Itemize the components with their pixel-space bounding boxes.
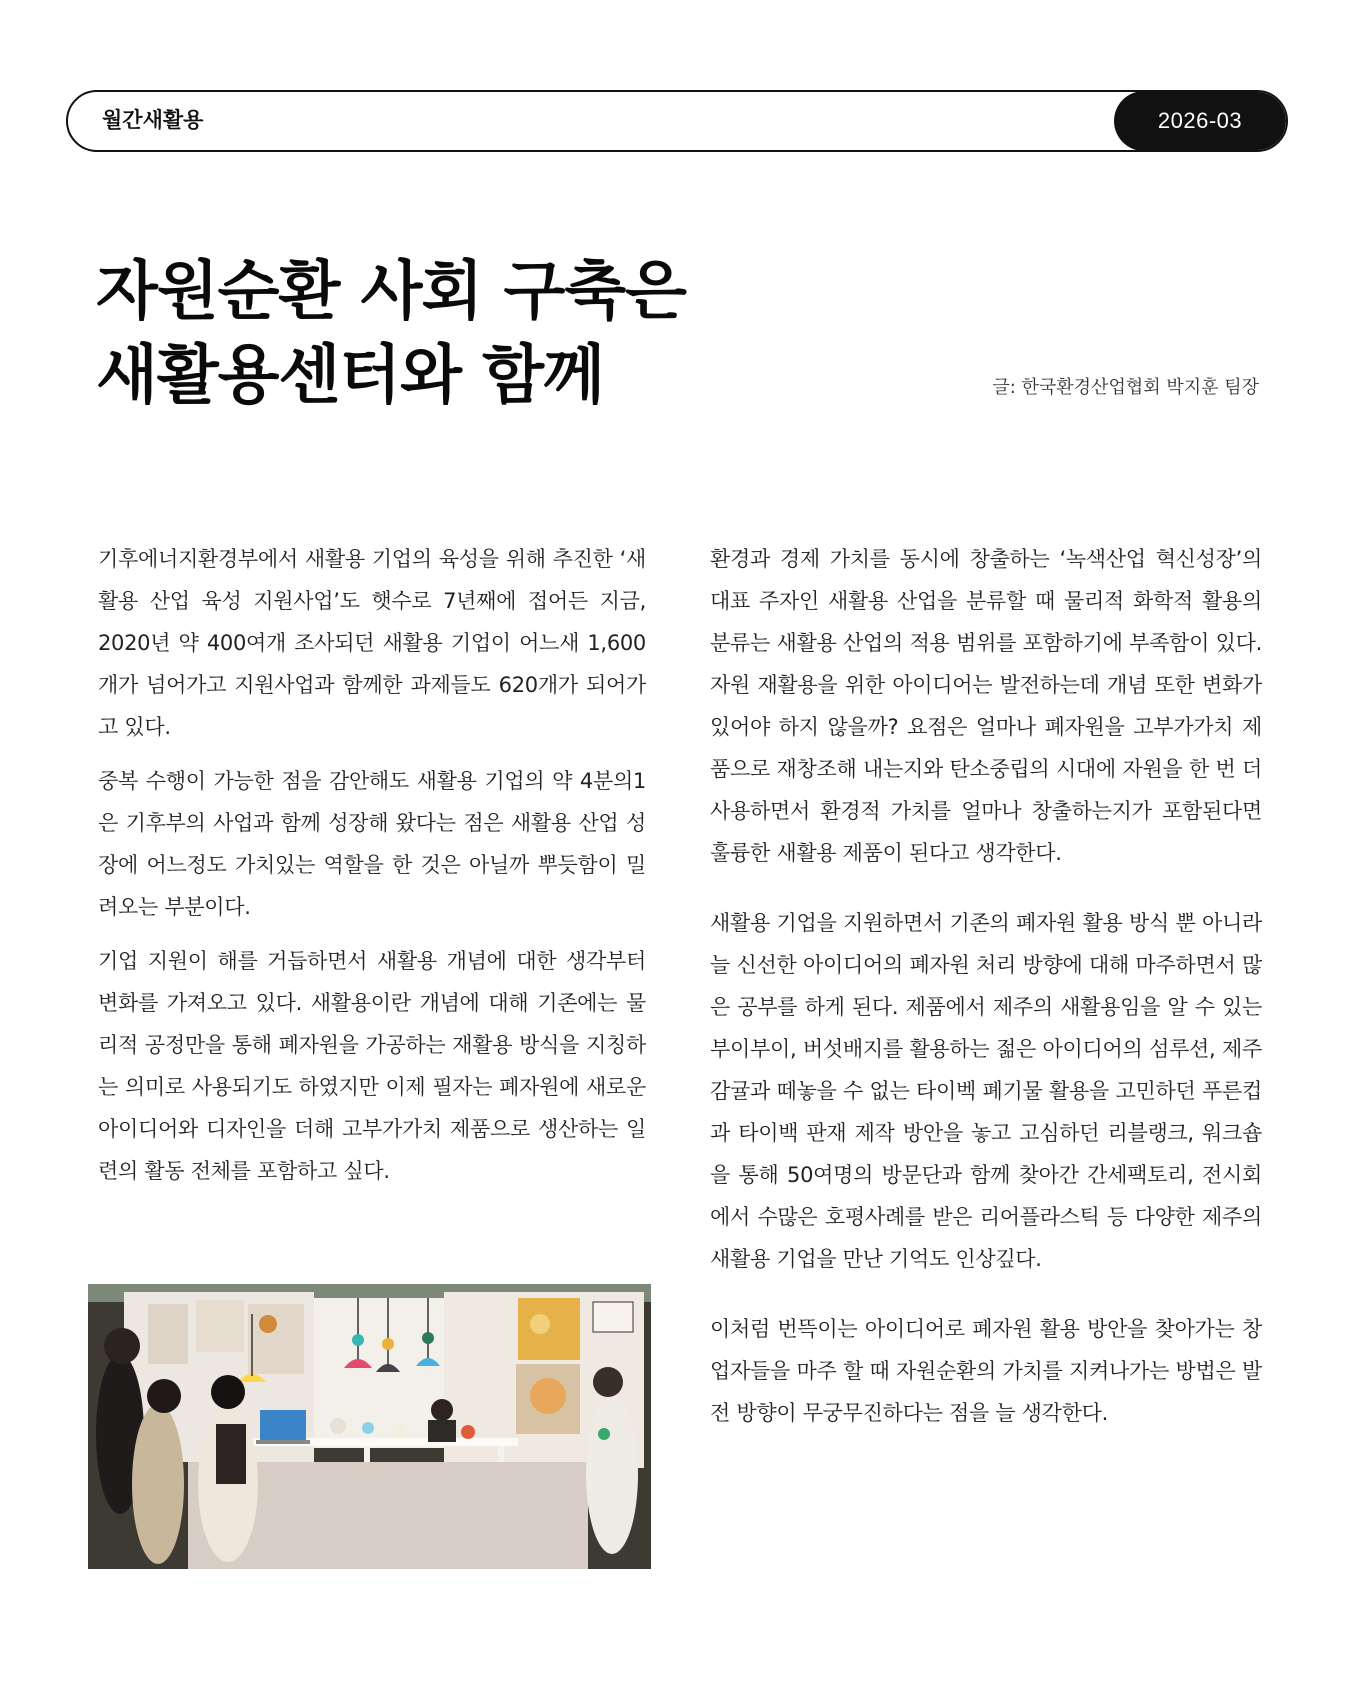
paragraph: 새활용 기업을 지원하면서 기존의 폐자원 활용 방식 뿐 아니라 늘 신선한 아이디어의 폐자원 처리 방향에 대해 마주하면서 많은 공부를 하게 된다. 제품에서 제주의 새활용임을 알 수 있는 부이부이, 버섯배지를 활용하는 젊은 아이디어의 섬루션, 제주감귤과 떼놓을 수 없는 타이벡 폐기물 활용을 고민하던 푸른컵과 타이백 판재 제작 방안을 놓고 고심하던 리블랭크, 워크숍을 통해 50여명의 방문단과 함께 찾아간 간세팩토리, 전시회에서 수많은 호평사례를 받은 리어플라스틱 등 다양한 제주의 새활용 기업을 만난 기억도 인상깊다.: [710, 911, 1262, 1271]
paragraph: 환경과 경제 가치를 동시에 창출하는 ‘녹색산업 혁신성장’의 대표 주자인 새활용 산업을 분류할 때 물리적 화학적 활용의 분류는 새활용 산업의 적용 범위를 포함하기에 부족함이 있다. 자원 재활용을 위한 아이디어는 발전하는데 개념 또한 변화가 있어야 하지 않을까? 요점은 얼마나 폐자원을 고부가가치 제품으로 재창조해 내는지와 탄소중립의 시대에 자원을 한 번 더 사용하면서 환경적 가치를 얼마나 창출하는지가 포함된다면 훌륭한 새활용 제품이 된다고 생각한다.: [710, 547, 1262, 865]
paragraph: 기업 지원이 해를 거듭하면서 새활용 개념에 대한 생각부터 변화를 가져오고 있다. 새활용이란 개념에 대해 기존에는 물리적 공정만을 통해 폐자원을 가공하는 재활용 방식을 지칭하는 의미로 사용되기도 하였지만 이제 필자는 폐자원에 새로운 아이디어와 디자인을 더해 고부가가치 제품으로 생산하는 일련의 활동 전체를 포함하고 싶다.: [98, 949, 646, 1183]
left-column: [98, 538, 646, 1204]
title-line-2: 새활용센터와 함께: [96, 339, 604, 413]
paragraph: 중복 수행이 가능한 점을 감안해도 새활용 기업의 약 4분의1은 기후부의 사업과 함께 성장해 왔다는 점은 새활용 산업 성장에 어느정도 가치있는 역할을 한 것은 아닐까 뿌듯함이 밀려오는 부분이다.: [98, 769, 646, 919]
exhibition-booth-photo: [88, 1284, 651, 1569]
author-byline: 글: 한국환경산업협회 박지훈 팀장: [992, 377, 1259, 398]
paragraph: 이처럼 번뜩이는 아이디어로 폐자원 활용 방안을 찾아가는 창업자들을 마주 할 때 자원순환의 가치를 지켜나가는 방법은 발전 방향이 무궁무진하다는 점을 늘 생각한다.: [710, 1317, 1262, 1425]
paragraph: 기후에너지환경부에서 새활용 기업의 육성을 위해 추진한 ‘새활용 산업 육성 지원사업’도 햇수로 7년째에 접어든 지금, 2020년 약 400여개 조사되던 새활용 기업이 어느새 1,600개가 넘어가고 지원사업과 함께한 과제들도 620개가 되어가고 있다.: [98, 547, 646, 739]
magazine-header: [66, 90, 1288, 152]
issue-badge: 2026-03: [1114, 91, 1286, 151]
title-line-1: 자원순환 사회 구축은: [96, 255, 686, 329]
article-title: [96, 250, 686, 418]
right-column: [710, 538, 1262, 1462]
magazine-name: 월간새활용: [102, 108, 204, 132]
